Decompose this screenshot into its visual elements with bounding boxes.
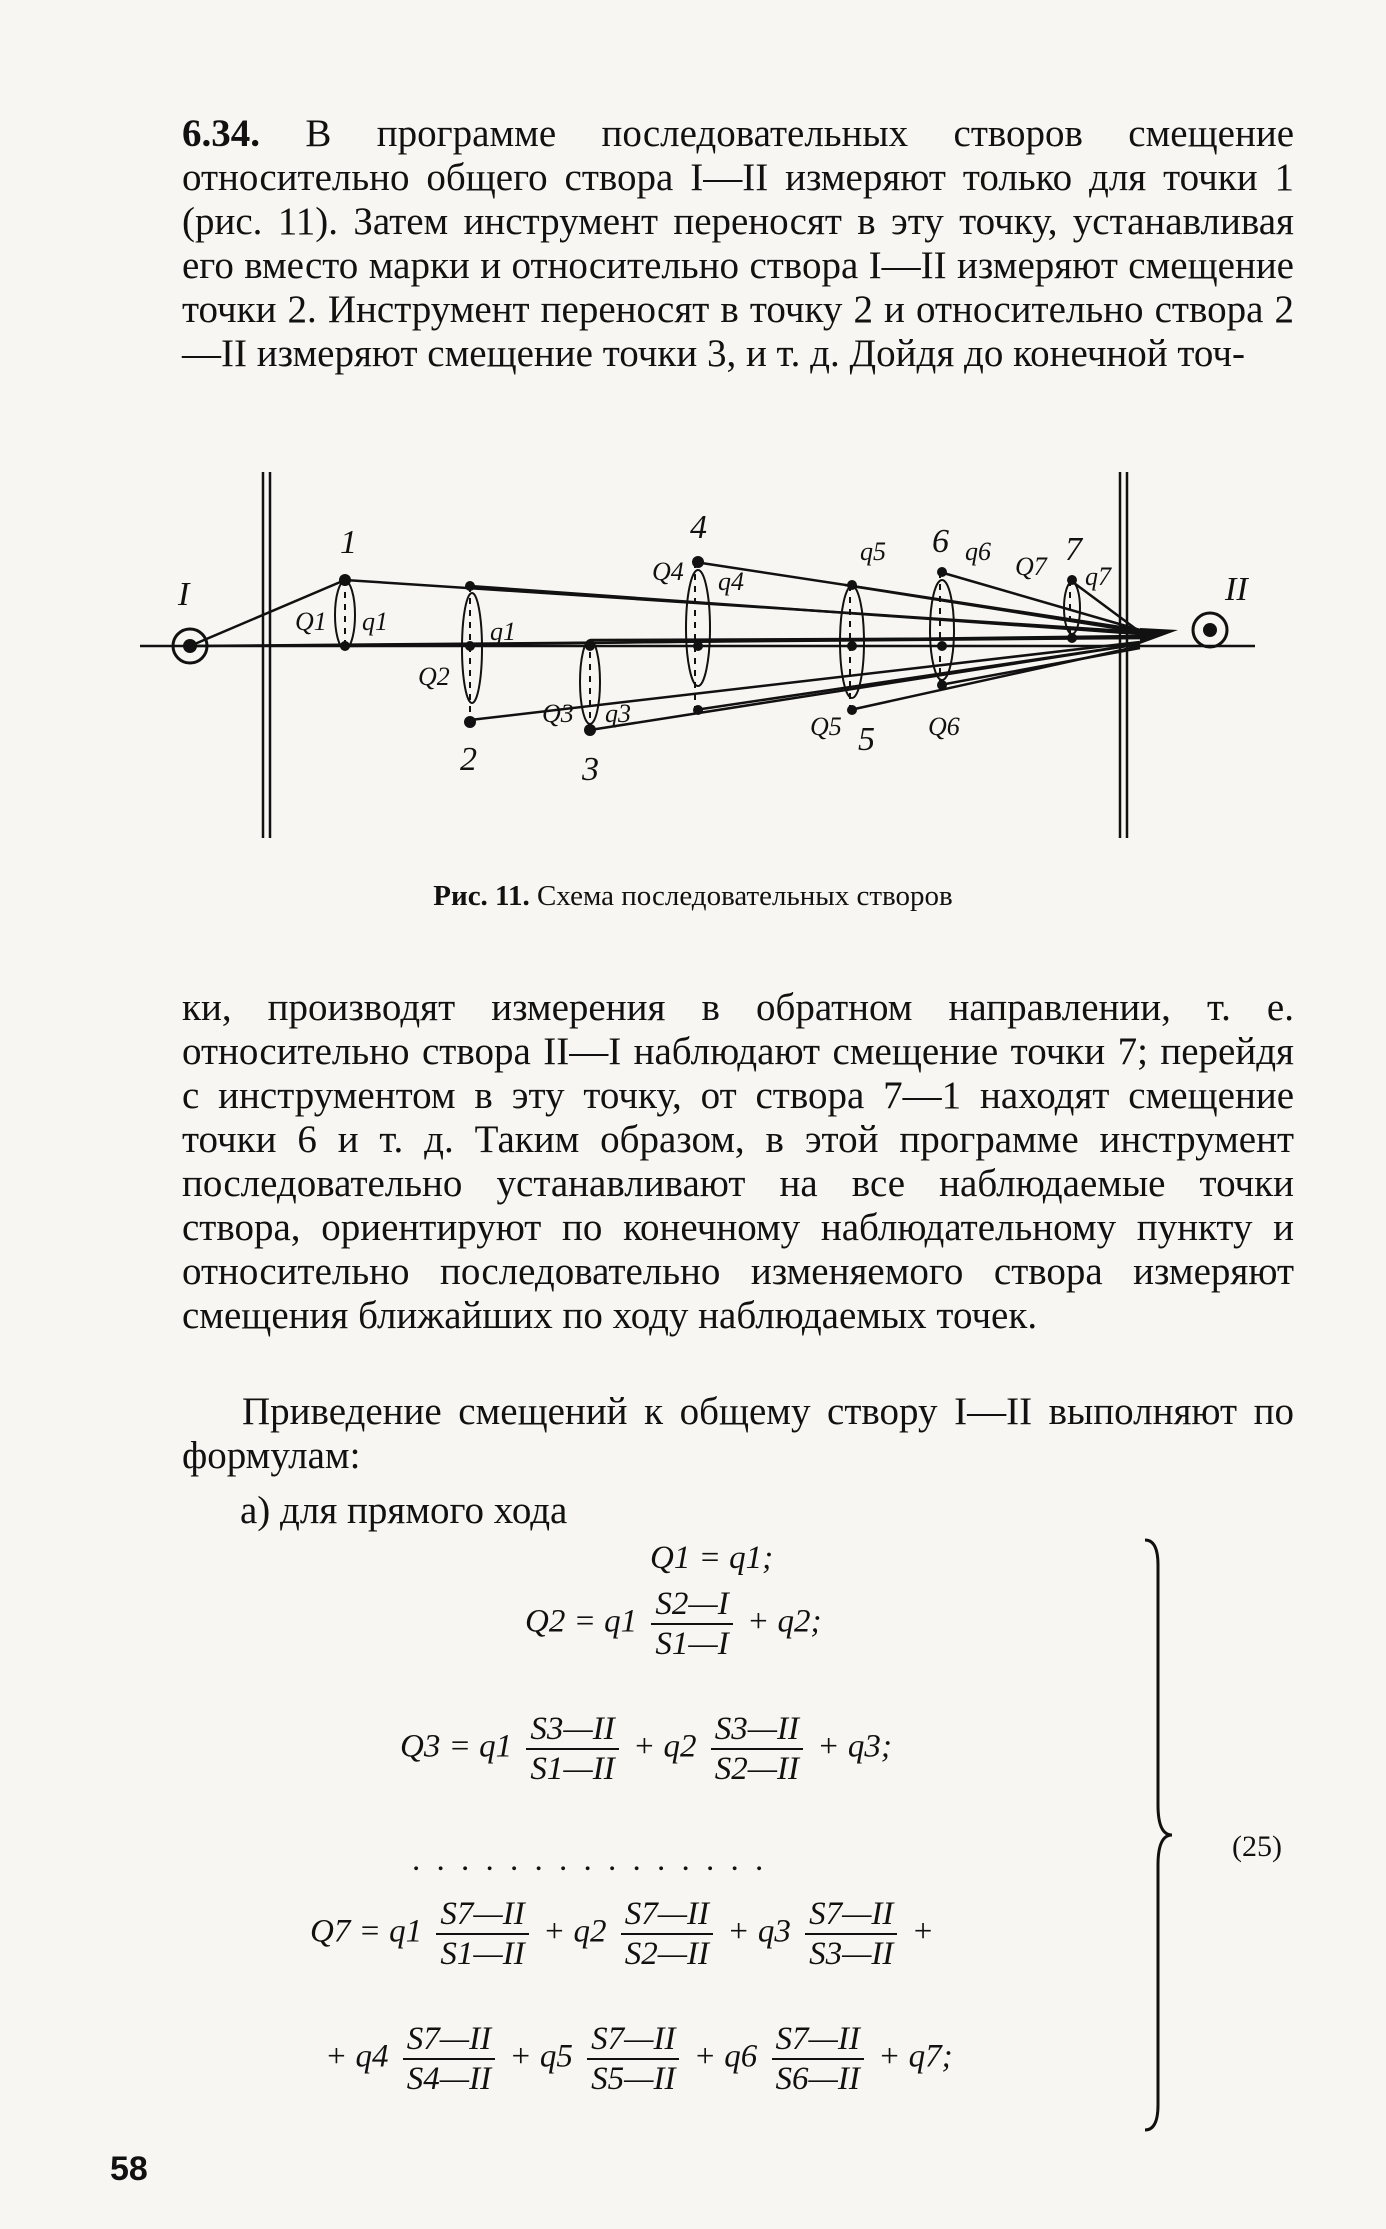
label-station-II: II <box>1225 571 1248 608</box>
label-Q3: Q3 <box>542 699 574 728</box>
figure-caption <box>0 880 1386 913</box>
label-q7: q7 <box>1085 562 1111 591</box>
label-point-1: 1 <box>340 524 357 561</box>
subheading-direct-run: а) для прямого хода <box>240 1489 568 1532</box>
equation-Q7-line2: + q4 $\frac{S7—II}{S4—II}$ + q5 $\frac{S7—II}{S5—II}$ + q6 $\frac{S7—II}{S6—II}$ + q7; <box>325 2021 953 2097</box>
label-Q6: Q6 <box>928 712 960 741</box>
label-Q5: Q5 <box>810 712 842 741</box>
label-Q2: Q2 <box>418 662 450 691</box>
label-point-4: 4 <box>690 509 707 546</box>
paragraph-3 <box>182 1390 1294 1478</box>
station-II-marker <box>1140 613 1227 647</box>
section-number: 6.34. <box>182 112 260 155</box>
paragraph-1 <box>182 112 1294 376</box>
paragraph-3-text: Приведение смещений к общему створу I—II выполняют по формулам: <box>182 1390 1294 1477</box>
label-point-2: 2 <box>460 741 477 778</box>
caption-label: Рис. 11. <box>433 880 530 912</box>
label-point-5: 5 <box>858 721 875 758</box>
label-station-I: I <box>178 576 190 613</box>
label-q6: q6 <box>965 537 991 566</box>
label-Q7: Q7 <box>1015 552 1047 581</box>
label-Q1: Q1 <box>295 607 327 636</box>
label-point-6: 6 <box>932 523 949 560</box>
label-point-7: 7 <box>1065 531 1082 568</box>
equation-brace <box>1140 1535 1180 2135</box>
label-q1-b: q1 <box>490 617 516 646</box>
equation-Q7-line1: Q7 = q1 $\frac{S7—II}{S1—II}$ + q2 $\frac{S7—II}{S2—II}$ + q3 $\frac{S7—II}{S3—II}$ + <box>310 1896 934 1972</box>
page-number: 58 <box>110 2150 148 2188</box>
equation-number: (25) <box>1232 1830 1282 1863</box>
equation-Q1: Q1 = q1; <box>650 1540 774 1576</box>
equation-ellipsis: . . . . . . . . . . . . . . . <box>412 1842 768 1878</box>
label-q3: q3 <box>605 699 631 728</box>
label-point-3: 3 <box>582 751 599 788</box>
paragraph-1-text: В программе последовательных створов смещение относительно общего створа I—II измеряют только для точки 1 (рис. 11). Затем инструмент переносят в эту точку, устанавливая его вместо марки и относительно створа I—II измеряют смещение точки 2. Инструмент переносят в точку 2 и относительно створа 2—II измеряют смещение точки 3, и т. д. Дойдя до конечной точ- <box>182 112 1295 375</box>
figure-sequential-alignments <box>130 460 1270 850</box>
label-q5: q5 <box>860 537 886 566</box>
label-q4: q4 <box>718 567 744 596</box>
label-Q4: Q4 <box>652 557 684 586</box>
label-q1-a: q1 <box>362 607 388 636</box>
caption-text: Схема последовательных створов <box>536 880 953 912</box>
paragraph-2: ки, производят измерения в обратном направлении, т. е. относительно створа II—I наблюдают смещение точки 7; перейдя с инструментом в эту точку, от створа 7—1 находят смещение точки 6 и т. д. Таким образом, в этой программе инструмент последовательно устанавливают на все наблюдаемые точки створа, ориентируют по конечному наблюдательному пункту и относительно последовательно изменяемого створа измеряют смещения ближайших по ходу наблюдаемых точек. <box>182 986 1294 1337</box>
equation-Q2: Q2 = q1 $\frac{S2—I}{S1—I}$ + q2; <box>525 1586 822 1662</box>
equation-Q3: Q3 = q1 $\frac{S3—II}{S1—II}$ + q2 $\frac{S3—II}{S2—II}$ + q3; <box>400 1711 892 1787</box>
